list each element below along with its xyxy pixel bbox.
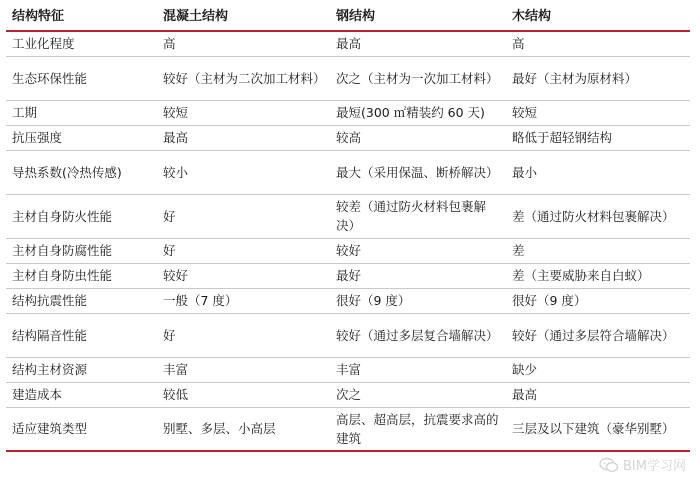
header-row bbox=[6, 2, 690, 31]
cell-concrete: 较低 bbox=[157, 382, 330, 407]
table-row bbox=[6, 238, 690, 263]
cell-wood: 差（通过防火材料包裹解决） bbox=[506, 194, 690, 238]
table-row bbox=[6, 357, 690, 382]
cell-concrete: 最高 bbox=[157, 125, 330, 150]
cell-wood: 三层及以下建筑（豪华别墅） bbox=[506, 407, 690, 451]
cell-concrete: 丰富 bbox=[157, 357, 330, 382]
row-label: 结构隔音性能 bbox=[6, 313, 157, 357]
table-row bbox=[6, 31, 690, 56]
cell-wood: 很好（9 度） bbox=[506, 288, 690, 313]
table-row bbox=[6, 263, 690, 288]
cell-steel: 丰富 bbox=[330, 357, 506, 382]
row-label: 结构主材资源 bbox=[6, 357, 157, 382]
cell-concrete: 高 bbox=[157, 31, 330, 56]
header-steel: 钢结构 bbox=[330, 2, 506, 31]
table-row bbox=[6, 125, 690, 150]
cell-steel: 次之 bbox=[330, 382, 506, 407]
watermark bbox=[599, 455, 686, 474]
cell-wood: 最好（主材为原材料） bbox=[506, 56, 690, 100]
row-label: 生态环保性能 bbox=[6, 56, 157, 100]
cell-wood: 较短 bbox=[506, 100, 690, 125]
cell-wood: 缺少 bbox=[506, 357, 690, 382]
row-label: 主材自身防腐性能 bbox=[6, 238, 157, 263]
cell-wood: 最高 bbox=[506, 382, 690, 407]
cell-steel: 最大（采用保温、断桥解决） bbox=[330, 150, 506, 194]
cell-concrete: 较好（主材为二次加工材料） bbox=[157, 56, 330, 100]
cell-concrete: 较好 bbox=[157, 263, 330, 288]
row-label: 工业化程度 bbox=[6, 31, 157, 56]
comparison-table bbox=[6, 2, 690, 452]
table-row bbox=[6, 150, 690, 194]
table-row bbox=[6, 407, 690, 451]
cell-wood: 略低于超轻钢结构 bbox=[506, 125, 690, 150]
header-feature: 结构特征 bbox=[6, 2, 157, 31]
row-label: 抗压强度 bbox=[6, 125, 157, 150]
cell-steel: 较好（通过多层复合墙解决） bbox=[330, 313, 506, 357]
row-label: 主材自身防虫性能 bbox=[6, 263, 157, 288]
cell-steel: 次之（主材为一次加工材料） bbox=[330, 56, 506, 100]
cell-wood: 差 bbox=[506, 238, 690, 263]
table-row bbox=[6, 313, 690, 357]
row-label: 主材自身防火性能 bbox=[6, 194, 157, 238]
cell-concrete: 好 bbox=[157, 238, 330, 263]
row-label: 建造成本 bbox=[6, 382, 157, 407]
cell-steel: 最短(300 ㎡精装约 60 天) bbox=[330, 100, 506, 125]
cell-steel: 较差（通过防火材料包裹解决） bbox=[330, 194, 506, 238]
table-row bbox=[6, 288, 690, 313]
cell-concrete: 好 bbox=[157, 194, 330, 238]
row-label: 适应建筑类型 bbox=[6, 407, 157, 451]
header-concrete: 混凝土结构 bbox=[157, 2, 330, 31]
cell-steel: 最高 bbox=[330, 31, 506, 56]
row-label: 导热系数(冷热传感) bbox=[6, 150, 157, 194]
watermark-text: BIM学习网 bbox=[623, 459, 686, 474]
table-row bbox=[6, 194, 690, 238]
cell-steel: 较高 bbox=[330, 125, 506, 150]
cell-concrete: 较小 bbox=[157, 150, 330, 194]
row-label: 结构抗震性能 bbox=[6, 288, 157, 313]
header-wood: 木结构 bbox=[506, 2, 690, 31]
cell-concrete: 别墅、多层、小高层 bbox=[157, 407, 330, 451]
row-label: 工期 bbox=[6, 100, 157, 125]
cell-steel: 较好 bbox=[330, 238, 506, 263]
wechat-icon bbox=[599, 457, 619, 473]
cell-concrete: 较短 bbox=[157, 100, 330, 125]
cell-wood: 高 bbox=[506, 31, 690, 56]
cell-wood: 最小 bbox=[506, 150, 690, 194]
cell-wood: 较好（通过多层符合墙解决） bbox=[506, 313, 690, 357]
cell-steel: 高层、超高层，抗震要求高的建筑 bbox=[330, 407, 506, 451]
table-row bbox=[6, 382, 690, 407]
cell-concrete: 一般（7 度） bbox=[157, 288, 330, 313]
cell-wood: 差（主要威胁来自白蚁） bbox=[506, 263, 690, 288]
cell-steel: 很好（9 度） bbox=[330, 288, 506, 313]
table-row bbox=[6, 100, 690, 125]
cell-concrete: 好 bbox=[157, 313, 330, 357]
cell-steel: 最好 bbox=[330, 263, 506, 288]
table-row bbox=[6, 56, 690, 100]
